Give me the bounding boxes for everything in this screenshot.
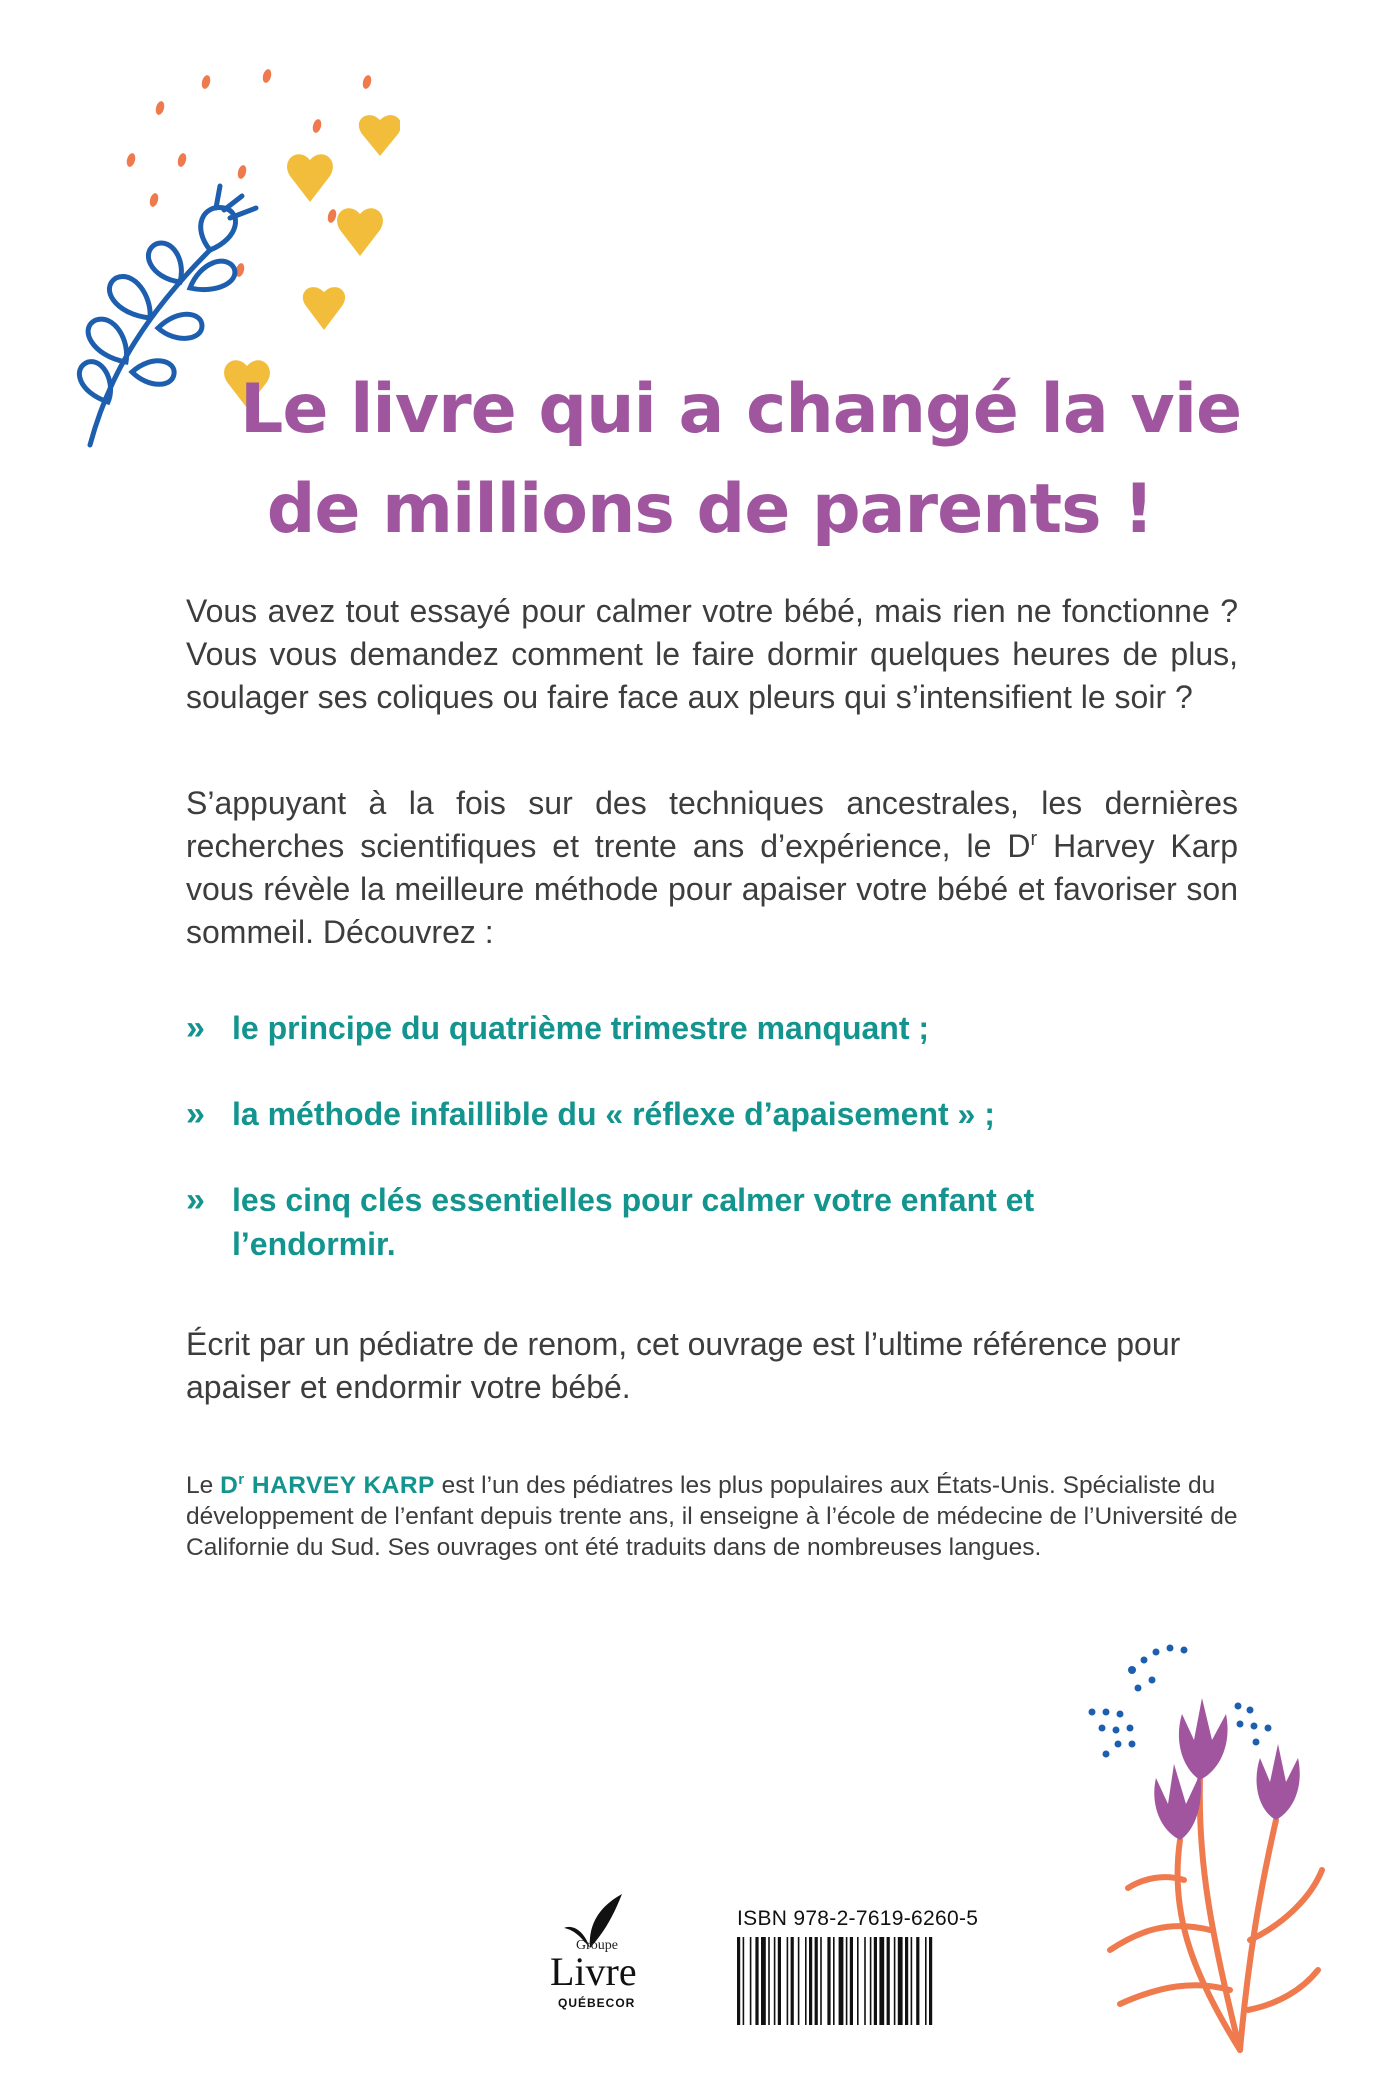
barcode-bar bbox=[850, 1937, 853, 2025]
barcode-bar bbox=[791, 1937, 794, 2025]
barcode bbox=[737, 1937, 979, 2025]
author-title: D bbox=[220, 1472, 239, 1499]
barcode-bar bbox=[750, 1937, 752, 2025]
intro-paragraph-1: Vous avez tout essayé pour calmer votre bébé, mais rien ne fonctionne ? Vous vous demandez comment le faire dormir quelques heures de plus, soulager ses coliques ou faire face aux pleurs qui s’intensifient le soir ? bbox=[186, 593, 1238, 715]
intro-paragraph-2-start: S’appuyant à la fois sur des techniques ancestrales, les dernières recherches scientifiques et trente ans d’expérience, le D bbox=[186, 785, 1238, 864]
author-title-superscript: r bbox=[238, 1471, 245, 1488]
barcode-bar bbox=[929, 1937, 932, 2025]
list-item bbox=[186, 1092, 1238, 1136]
barcode-bar bbox=[857, 1937, 859, 2025]
headline-line-1: Le livre qui a changé la vie bbox=[240, 370, 1242, 449]
barcode-bar bbox=[898, 1937, 903, 2025]
key-points-list bbox=[186, 1006, 1238, 1308]
author-name bbox=[220, 1472, 435, 1499]
barcode-bar bbox=[846, 1937, 848, 2025]
bullet-marker: » bbox=[186, 1095, 205, 1133]
list-item bbox=[186, 1006, 1238, 1050]
barcode-bar bbox=[809, 1937, 812, 2025]
headline bbox=[240, 360, 1242, 560]
publisher-livre: Livre bbox=[550, 1949, 637, 1994]
barcode-bar bbox=[874, 1937, 877, 2025]
isbn-number: ISBN 978-2-7619-6260-5 bbox=[737, 1907, 979, 1930]
isbn-block bbox=[733, 1907, 983, 2027]
barcode-bar bbox=[755, 1937, 758, 2025]
blue-leaf-branch bbox=[79, 186, 256, 445]
bullet-marker: » bbox=[186, 1009, 205, 1047]
barcode-bar bbox=[911, 1937, 913, 2025]
bullet-text: le principe du quatrième trimestre manquant ; bbox=[232, 1010, 930, 1046]
bullet-text: la méthode infaillible du « réflexe d’apaisement » ; bbox=[232, 1096, 995, 1132]
barcode-bar bbox=[894, 1937, 896, 2025]
barcode-bar bbox=[778, 1937, 781, 2025]
barcode-bar bbox=[827, 1937, 830, 2025]
bio-text: est l’un des pédiatres les plus populaires aux États-Unis. Spécialiste du développement de l’enfant depuis trente ans, il enseigne à l’école de médecine de l’Université de Californie du Sud. Ses ouvrages ont été traduits dans de nombreuses langues. bbox=[186, 1472, 1238, 1561]
barcode-bar bbox=[864, 1937, 866, 2025]
intro-paragraph-2-end: Harvey Karp vous révèle la meilleure méthode pour apaiser votre bébé et favoriser son sommeil. Découvrez : bbox=[186, 828, 1239, 950]
barcode-bar bbox=[774, 1937, 776, 2025]
barcode-bar bbox=[870, 1937, 872, 2025]
barcode-bar bbox=[768, 1937, 770, 2025]
barcode-bar bbox=[805, 1937, 807, 2025]
conclusion-paragraph: Écrit par un pédiatre de renom, cet ouvrage est l’ultime référence pour apaiser et endormir votre bébé. bbox=[186, 1326, 1181, 1405]
barcode-bar bbox=[815, 1937, 818, 2025]
barcode-bar bbox=[743, 1937, 745, 2025]
bullet-text: les cinq clés essentielles pour calmer votre enfant et l’endormir. bbox=[232, 1182, 1035, 1262]
publisher-logo bbox=[520, 1890, 670, 2030]
author-name-text: HARVEY KARP bbox=[244, 1472, 435, 1499]
purple-tulips bbox=[1154, 1698, 1299, 1840]
bio-prefix: Le bbox=[186, 1472, 221, 1499]
barcode-bar bbox=[737, 1937, 740, 2025]
barcode-bar bbox=[798, 1937, 800, 2025]
intro-paragraph-2 bbox=[186, 782, 1238, 954]
barcode-bar bbox=[905, 1937, 908, 2025]
orange-dots bbox=[125, 68, 372, 278]
barcode-bar bbox=[887, 1937, 890, 2025]
barcode-bar bbox=[879, 1937, 884, 2025]
bullet-marker: » bbox=[186, 1181, 205, 1219]
barcode-bar bbox=[820, 1937, 822, 2025]
barcode-bar bbox=[761, 1937, 766, 2025]
headline-line-2: de millions de parents ! bbox=[266, 470, 1154, 549]
publisher-quebecor: QUÉBECOR bbox=[558, 1996, 636, 2010]
barcode-bar bbox=[833, 1937, 835, 2025]
doctor-superscript: r bbox=[1030, 828, 1038, 850]
publisher-groupe: Groupe bbox=[576, 1938, 618, 1953]
barcode-bar bbox=[925, 1937, 927, 2025]
list-item bbox=[186, 1178, 1238, 1266]
barcode-bar bbox=[839, 1937, 844, 2025]
barcode-bar bbox=[787, 1937, 789, 2025]
barcode-bar bbox=[916, 1937, 919, 2025]
author-bio bbox=[186, 1470, 1246, 1563]
tulip-illustration bbox=[1080, 1630, 1340, 2060]
orange-stems bbox=[1110, 1780, 1322, 2050]
